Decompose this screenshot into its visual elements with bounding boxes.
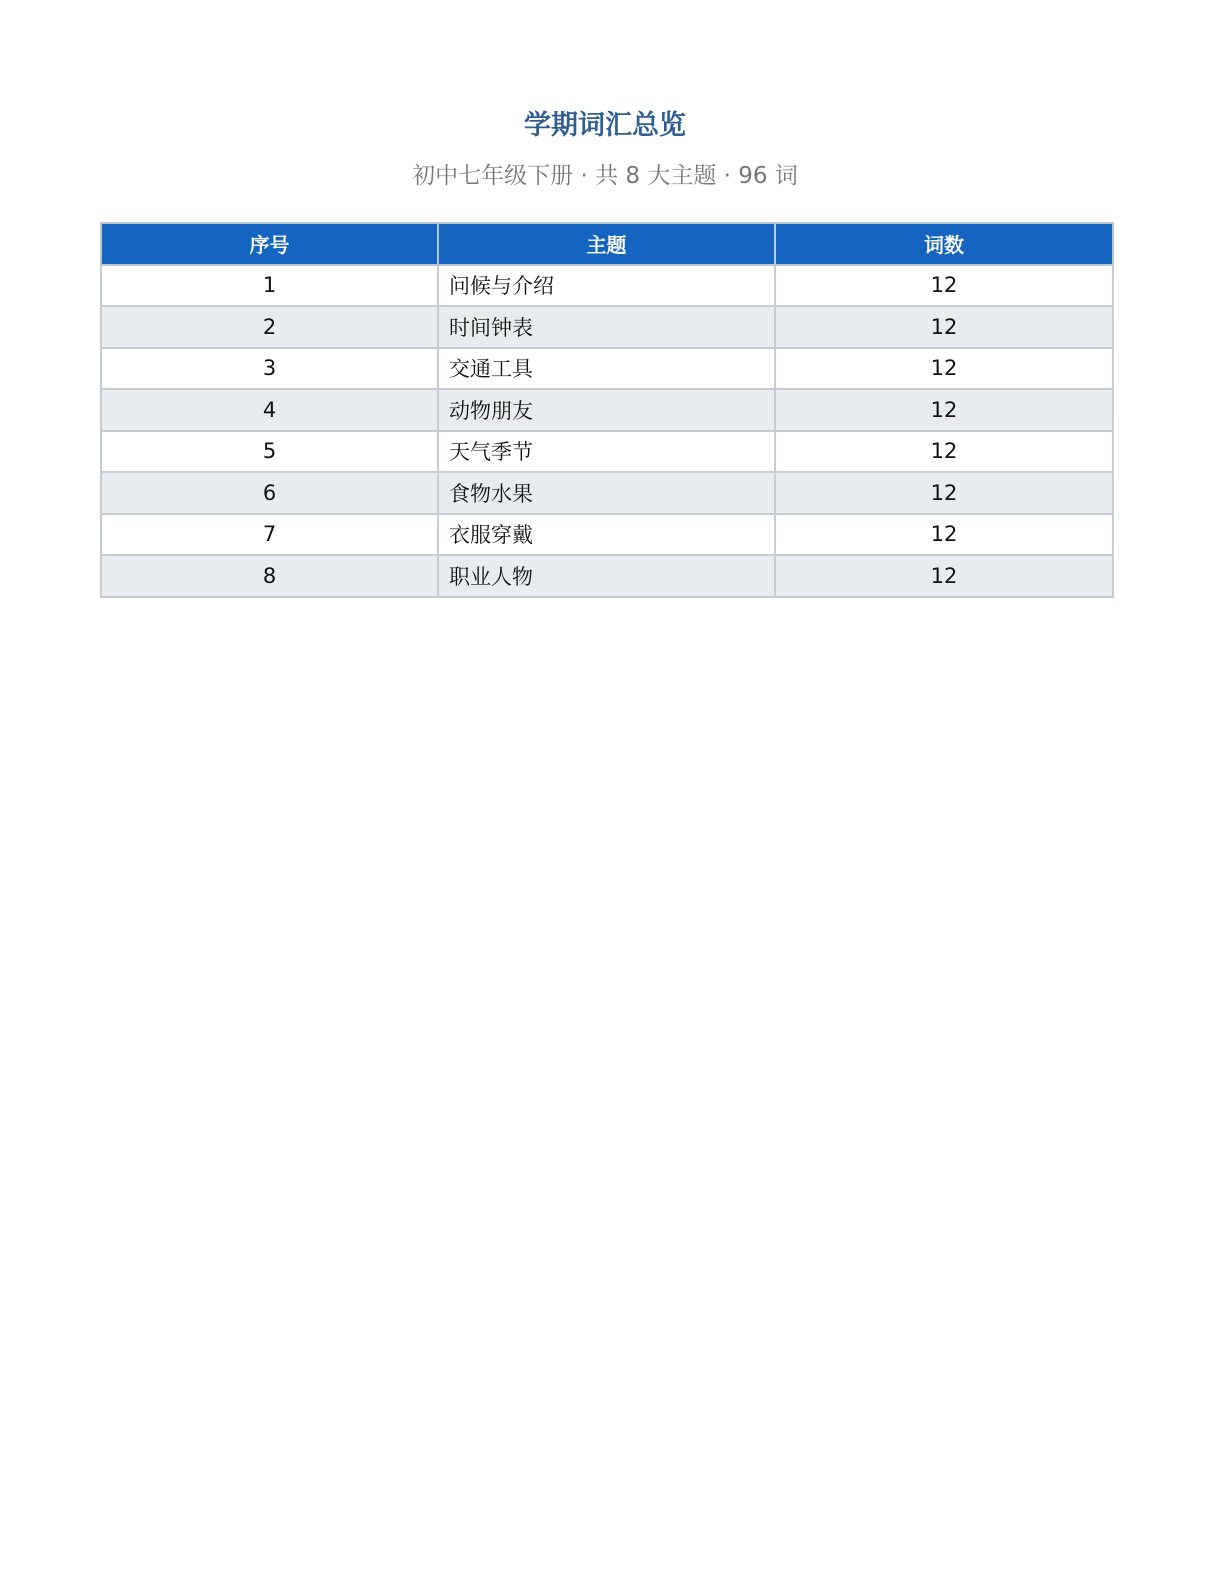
cell-count: 12 [775, 555, 1113, 597]
cell-count: 12 [775, 389, 1113, 431]
page-subtitle: 初中七年级下册 · 共 8 大主题 · 96 词 [412, 163, 798, 189]
table-row [101, 472, 1113, 514]
table-header-row [101, 223, 1113, 265]
cell-no: 3 [101, 348, 438, 390]
table-row [101, 514, 1113, 556]
cell-topic: 食物水果 [438, 472, 775, 514]
cell-count: 12 [775, 265, 1113, 307]
table-row [101, 265, 1113, 307]
table-row [101, 348, 1113, 390]
page-title: 学期词汇总览 [524, 110, 686, 141]
cell-topic: 交通工具 [438, 348, 775, 390]
table-row [101, 306, 1113, 348]
table-row [101, 389, 1113, 431]
cell-count: 12 [775, 306, 1113, 348]
cell-count: 12 [775, 472, 1113, 514]
cell-topic: 天气季节 [438, 431, 775, 473]
cell-topic: 问候与介绍 [438, 265, 775, 307]
cell-topic: 时间钟表 [438, 306, 775, 348]
cell-topic: 衣服穿戴 [438, 514, 775, 556]
cell-topic: 动物朋友 [438, 389, 775, 431]
cell-count: 12 [775, 348, 1113, 390]
table-row [101, 431, 1113, 473]
cell-no: 4 [101, 389, 438, 431]
table-row [101, 555, 1113, 597]
cell-no: 7 [101, 514, 438, 556]
header-count: 词数 [775, 223, 1113, 265]
header-no: 序号 [101, 223, 438, 265]
header-topic: 主题 [438, 223, 775, 265]
cell-no: 2 [101, 306, 438, 348]
cell-topic: 职业人物 [438, 555, 775, 597]
cell-count: 12 [775, 514, 1113, 556]
cell-no: 5 [101, 431, 438, 473]
cell-count: 12 [775, 431, 1113, 473]
cell-no: 8 [101, 555, 438, 597]
vocab-table [100, 222, 1114, 598]
cell-no: 1 [101, 265, 438, 307]
cell-no: 6 [101, 472, 438, 514]
